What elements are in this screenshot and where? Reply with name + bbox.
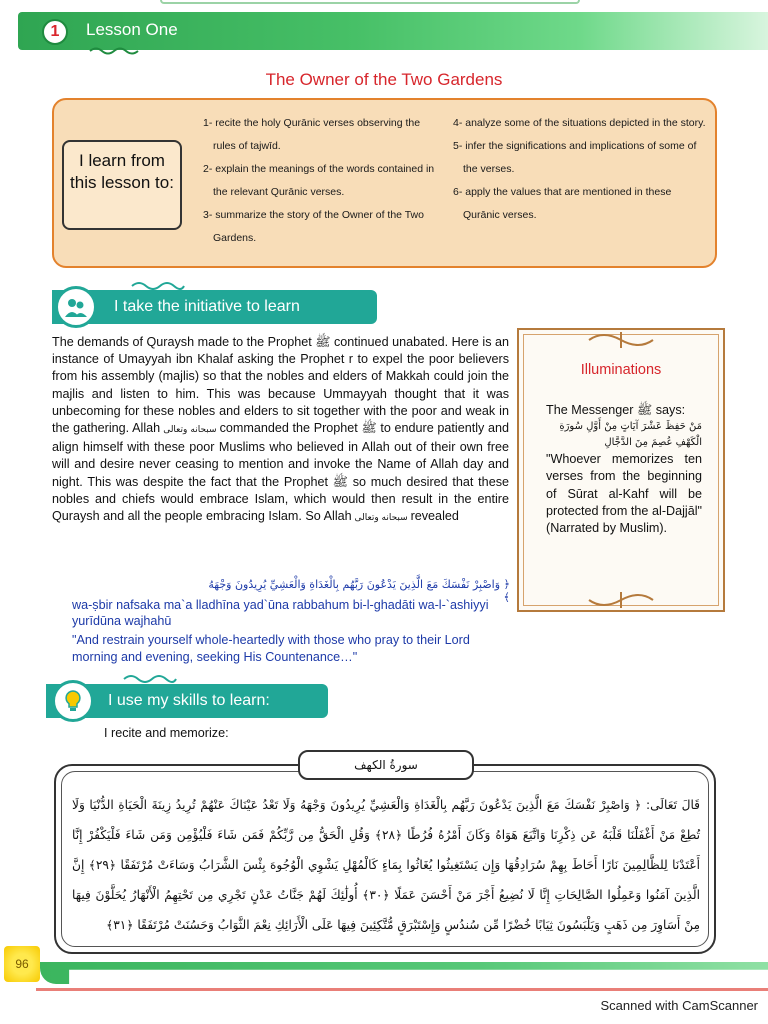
- verse-arabic: ﴿ وَاصْبِرْ نَفْسَكَ مَعَ الَّذِينَ يَدْعُونَ رَبَّهُم بِالْغَدَاةِ وَالْعَشِيِّ يُرِيدُونَ وَجْهَهُ ﴾: [208, 578, 510, 604]
- top-rule: [160, 0, 580, 4]
- ornament-icon: [585, 330, 657, 350]
- illuminations-title: Illuminations: [580, 362, 662, 378]
- allah-glyph: سبحانه وتعالى: [160, 425, 220, 436]
- hadith-english: "Whoever memorizes ten verses from the beginning of Sūrat al-Kahf will be protected from the al-Dajjāl" (Narrated by Muslim).: [546, 452, 702, 536]
- illuminations-body: [546, 402, 702, 537]
- objectives-left-column: [203, 112, 443, 250]
- allah-glyph: سبحانه وتعالى: [351, 513, 411, 524]
- recite-label: I recite and memorize:: [104, 726, 229, 740]
- footer-divider: [36, 988, 768, 991]
- paragraph-text: The demands of Quraysh made to the Prophet ﷺ continued unabated. Here is an instance of Umayyah ibn Khalaf asking the Prophet r to expel the poor believers from his assembly (majlis) so that the nobles and elders of Makkah could join the majlis and listen to him. This was because Ummayyah thought that it was unbecoming for these nobles and elders to sit together with the poor and weak in the gathering. Allah: [52, 335, 509, 436]
- objective-item: 5- infer the significations and implications of some of the verses.: [453, 140, 697, 175]
- objective-item: 2- explain the meanings of the words contained in the relevant Qurānic verses.: [203, 163, 435, 198]
- objective-item: 4- analyze some of the situations depicted in the story.: [453, 117, 706, 129]
- page-title: The Owner of the Two Gardens: [265, 70, 503, 89]
- footer-band: [40, 962, 768, 984]
- section-header-skills: I use my skills to learn:: [46, 684, 328, 718]
- ornament-icon: [130, 280, 186, 290]
- verse-translation: "And restrain yourself whole-heartedly with those who pray to their Lord morning and evening, seeking His Countenance…": [72, 633, 470, 664]
- surah-name: سورةُ الكهف: [298, 750, 474, 780]
- hadith-arabic: مَنْ حَفِظَ عَشْرَ آيَاتٍ مِنْ أَوَّلِ سُورَةِ الْكَهْفِ عُصِمَ مِنَ الدَّجَّالِ: [559, 421, 702, 449]
- verse-transliteration: wa-ṣbir nafsaka ma`a lladhīna yad`ūna rabbahum bi-l-ghadāti wa-l-`ashiyyi yurīdūna wajhahū: [72, 598, 489, 628]
- objective-item: 3- summarize the story of the Owner of the Two Gardens.: [203, 209, 424, 244]
- lesson-number-badge: 1: [42, 19, 68, 45]
- paragraph-text: commanded the Prophet ﷺ to endure patiently and align himself with these poor Muslims who believed in Allah out of their own free will and desire never ceasing to mention and invoke the Name of Allah day and night. This was despite the fact that the Prophet ﷺ so much desired that these nobles and chiefs would embrace Islam, which would then result in the entire Quraysh and all the people embracing Islam. So Allah: [52, 421, 509, 524]
- people-icon: [55, 286, 97, 328]
- objectives-label: I learn from this lesson to:: [62, 140, 182, 230]
- page-number: 96: [4, 946, 40, 982]
- ornament-icon: [122, 673, 178, 683]
- hadith-intro: The Messenger ﷺ says:: [546, 403, 686, 417]
- objectives-right-column: [453, 112, 708, 227]
- section-header-initiative: I take the initiative to learn: [52, 290, 377, 324]
- paragraph-text: revealed: [410, 509, 459, 524]
- objective-item: 6- apply the values that are mentioned in these Qurānic verses.: [453, 186, 672, 221]
- lesson-title: Lesson One: [86, 20, 178, 39]
- initiative-paragraph: [52, 334, 509, 527]
- ornament-icon: [88, 46, 140, 56]
- ornament-icon: [585, 590, 657, 610]
- objective-item: 1- recite the holy Qurānic verses observing the rules of tajwīd.: [203, 117, 421, 152]
- quran-verses: قَالَ تَعَالَى: ﴿ وَاصْبِرْ نَفْسَكَ مَعَ الَّذِينَ يَدْعُونَ رَبَّهُم بِالْغَدَاةِ وَالْعَشِيِّ يُرِيدُونَ وَجْهَهُ وَلَا تَعْدُ عَيْنَاكَ عَنْهُمْ تُرِيدُ زِينَةَ الْحَيَاةِ الدُّنْيَا وَلَا تُطِعْ مَنْ أَغْفَلْنَا قَلْبَهُ عَن ذِكْرِنَا وَاتَّبَعَ هَوَاهُ وَكَانَ أَمْرُهُ فُرُطًا ﴿٢٨﴾ وَقُلِ الْحَقُّ مِن رَّبِّكُمْ فَمَن شَاءَ فَلْيُؤْمِن وَمَن شَاءَ فَلْيَكْفُرْ إِنَّا أَعْتَدْنَا لِلظَّالِمِينَ نَارًا أَحَاطَ بِهِمْ سُرَادِقُهَا وَإِن يَسْتَغِيثُوا يُغَاثُوا بِمَاءٍ كَالْمُهْلِ يَشْوِي الْوُجُوهَ بِئْسَ الشَّرَابُ وَسَاءَتْ مُرْتَفَقًا ﴿٢٩﴾ إِنَّ الَّذِينَ آمَنُوا وَعَمِلُوا الصَّالِحَاتِ إِنَّا لَا نُضِيعُ أَجْرَ مَنْ أَحْسَنَ عَمَلًا ﴿٣٠﴾ أُولَٰئِكَ لَهُمْ جَنَّاتُ عَدْنٍ تَجْرِي مِن تَحْتِهِمُ الْأَنْهَارُ يُحَلَّوْنَ فِيهَا مِنْ أَسَاوِرَ مِن ذَهَبٍ وَيَلْبَسُونَ ثِيَابًا خُضْرًا مِّن سُندُسٍ وَإِسْتَبْرَقٍ مُّتَّكِئِينَ فِيهَا عَلَى الْأَرَائِكِ نِعْمَ الثَّوَابُ وَحَسُنَتْ مُرْتَفَقًا ﴿٣١﴾: [72, 798, 700, 932]
- lightbulb-icon: [52, 680, 94, 722]
- scan-watermark: Scanned with CamScanner: [600, 998, 758, 1013]
- quran-panel: [40, 744, 730, 960]
